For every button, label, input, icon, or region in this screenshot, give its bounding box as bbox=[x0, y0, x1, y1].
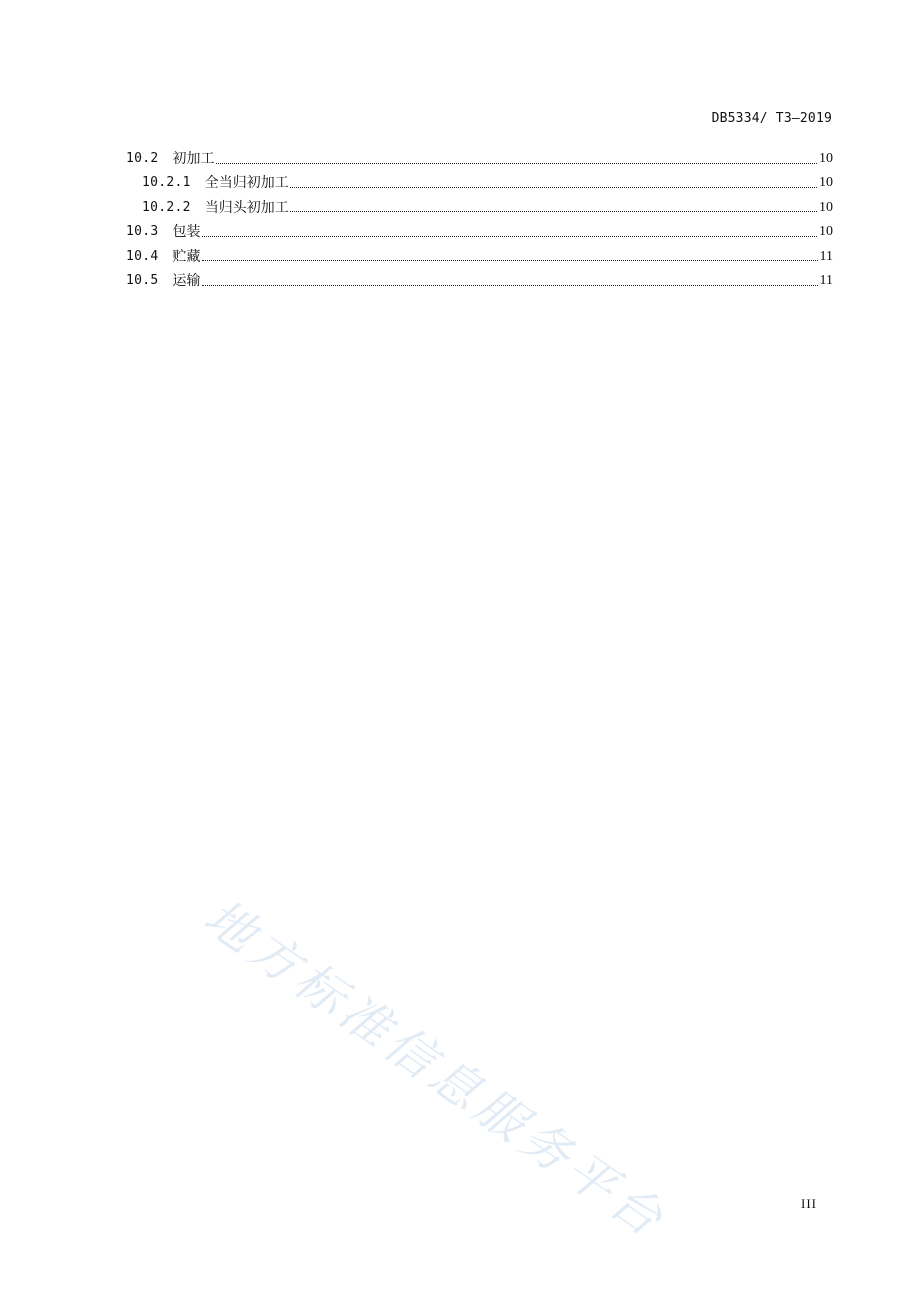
toc-item-10-4[interactable] bbox=[126, 245, 833, 269]
document-header-code: DB5334/ T3—2019 bbox=[711, 111, 832, 126]
toc-dot-leader bbox=[290, 186, 817, 188]
toc-item-number: 10.2.2 bbox=[142, 199, 191, 215]
toc-dot-leader bbox=[290, 210, 817, 212]
watermark-text: 地方标准信息服务平台 bbox=[193, 888, 677, 1251]
page-number: III bbox=[801, 1196, 817, 1211]
toc-item-page: 10 bbox=[819, 151, 833, 166]
toc-item-title: 包装 bbox=[172, 224, 201, 241]
toc-item-10-5[interactable] bbox=[126, 269, 833, 293]
toc-item-10-2-1[interactable] bbox=[126, 171, 833, 195]
toc-item-page: 11 bbox=[819, 248, 833, 264]
toc-item-title: 当归头初加工 bbox=[204, 199, 289, 216]
toc-item-10-2[interactable] bbox=[126, 147, 833, 171]
toc-item-number: 10.5 bbox=[126, 272, 159, 288]
table-of-contents bbox=[126, 147, 833, 293]
toc-dot-leader bbox=[202, 235, 817, 237]
toc-item-title: 贮藏 bbox=[172, 248, 201, 265]
toc-item-10-2-2[interactable] bbox=[126, 196, 833, 220]
toc-item-number: 10.2 bbox=[126, 151, 159, 166]
toc-item-title: 运输 bbox=[172, 272, 201, 289]
toc-item-page: 10 bbox=[819, 199, 833, 215]
toc-item-title: 全当归初加工 bbox=[204, 175, 289, 192]
toc-item-page: 11 bbox=[819, 272, 833, 288]
toc-item-number: 10.2.1 bbox=[142, 175, 191, 191]
toc-item-10-3[interactable] bbox=[126, 220, 833, 244]
toc-item-number: 10.4 bbox=[126, 248, 159, 264]
toc-item-title: 初加工 bbox=[172, 151, 215, 167]
toc-item-page: 10 bbox=[819, 175, 833, 191]
toc-item-page: 10 bbox=[819, 224, 833, 240]
toc-dot-leader bbox=[216, 162, 817, 164]
toc-dot-leader bbox=[202, 259, 818, 261]
toc-item-number: 10.3 bbox=[126, 224, 159, 240]
toc-dot-leader bbox=[202, 284, 818, 286]
